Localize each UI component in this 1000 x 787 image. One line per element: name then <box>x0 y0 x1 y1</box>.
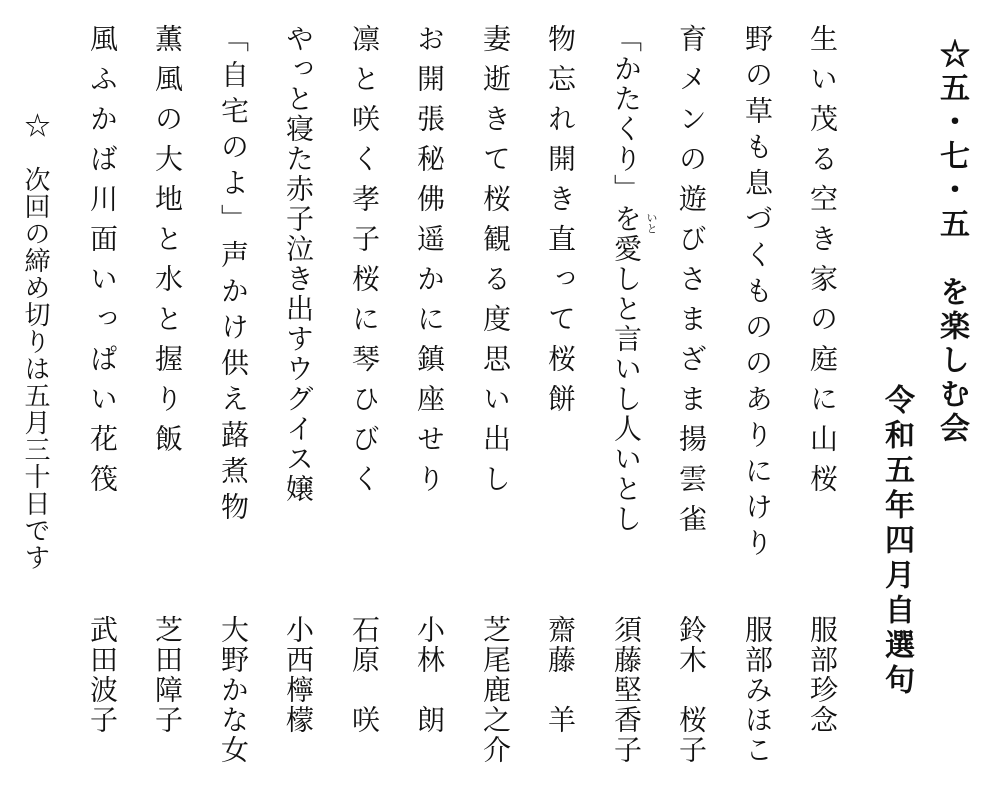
poem-author: 武田波子 <box>86 615 119 735</box>
poem-author: 小林 朗 <box>413 615 446 735</box>
poem-author: 服部珍念 <box>806 615 839 735</box>
subtitle: 令和五年四月自選句 <box>879 384 914 699</box>
poem-author: 齋藤 羊 <box>544 615 577 735</box>
poem-author: 石原 咲 <box>348 615 381 735</box>
footer-note: ☆ 次回の締め切りは五月三十日です <box>20 112 50 571</box>
poem-author: 鈴木 桜子 <box>675 615 708 765</box>
poem-text: お開張秘佛遥かに鎮座せり <box>413 24 446 504</box>
poem-text: 野の草も息づくもののありにけり <box>741 24 774 564</box>
poem-text: 凛と咲く孝子桜に琴ひびく <box>348 24 381 504</box>
poem-author: 芝田障子 <box>151 615 184 735</box>
poem-author: 小西檸檬 <box>282 615 315 735</box>
title: ☆五・七・五 を楽しむ会 <box>934 38 969 446</box>
poem-text: やっと寝た赤子泣き出すウグイス嬢 <box>282 24 315 504</box>
poem-text: 育メンの遊びさまざま揚雲雀 <box>675 24 708 544</box>
poem-text: 生い茂る空き家の庭に山桜 <box>806 24 839 504</box>
poem-author: 芝尾鹿之介 <box>479 615 512 765</box>
poem-author: 服部みほこ <box>741 615 774 765</box>
poem-text: 「自宅のよ」声かけ供え蕗煮物 <box>217 24 250 528</box>
poem-text: 妻逝きて桜観る度思い出し <box>479 24 512 504</box>
poem-author: 大野かな女 <box>217 615 250 765</box>
poem-text: 「かたくり」を愛しと言いし人いとし <box>610 24 643 534</box>
poem-ruby: いと <box>645 212 658 234</box>
poem-text: 風ふかば川面いっぱい花筏 <box>86 24 119 504</box>
poem-text: 薫風の大地と水と握り飯 <box>151 24 184 464</box>
poem-author: 須藤堅香子 <box>610 615 643 765</box>
poem-text: 物忘れ開き直って桜餅 <box>544 24 577 424</box>
